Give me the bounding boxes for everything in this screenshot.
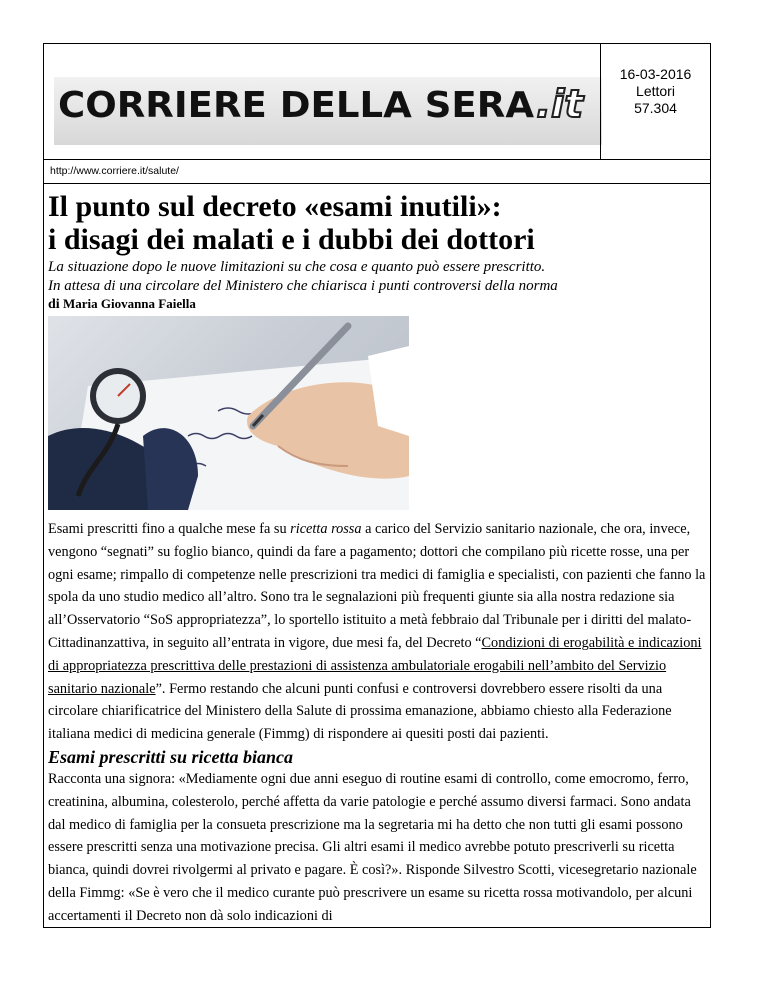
paragraph-1-text-a: Esami prescritti fino a qualche mese fa su xyxy=(48,521,291,537)
article-photo xyxy=(48,316,409,510)
source-url: http://www.corriere.it/salute/ xyxy=(44,159,710,184)
paragraph-1-text-b: a carico del Servizio sanitario nazionale, che ora, invece, vengono “segnati” su foglio bianco, quindi da fare a pagamento; dottori che compilano più ricette rosse, una per ogni esame; rimpallo di competenze nelle prescrizioni tra medici di famiglia e specialisti, con pazienti che fanno la spola da uno studio medico all’altro. Sono tra le segnalazioni più frequenti giunte sia alla nostra redazione sia all’Osservatorio “SoS appropriatezza”, lo sportello istituito a metà febbraio dal Tribunale per i diritti del malato-Cittadinanzattiva, in seguito all’entrata in vigore, due mesi fa, del Decreto “ xyxy=(48,521,706,651)
readers-label: Lettori xyxy=(636,83,675,99)
paragraph-2: Racconta una signora: «Mediamente ogni due anni eseguo di routine esami di controllo, come emocromo, ferro, creatinina, albumina, colesterolo, perché affetta da varie patologie e perché assumo diversi farmaci. Sono andata dal medico di famiglia per la consueta prescrizione ma la segretaria mi ha detto che non tutti gli esami possono essere prescritti senza una motivazione precisa. Gli altri esami il medico avrebbe potuto prescriverli su ricetta bianca, quindi dovrei rivolgermi al privato e pagare. È così?». Risponde Silvestro Scotti, vicesegretario nazionale della Fimmg: «Se è vero che il medico curante può prescrivere un esame su ricetta rossa motivandolo, per alcuni accertamenti il Decreto non dà solo indicazioni di xyxy=(48,770,697,924)
decree-link[interactable]: Condizioni di erogabilità e indicazioni di appropriatezza prescrittiva delle prestazioni di assistenza ambulatoriale erogabili nell’ambito del Servizio sanitario nazionale xyxy=(48,634,702,697)
subtitle-line-1: La situazione dopo le nuove limitazioni su che cosa e quanto può essere prescritto. xyxy=(48,259,546,275)
logo-text: CORRIERE DELLA SERA xyxy=(58,85,535,126)
ricetta-rossa-emphasis: ricetta rossa xyxy=(290,521,362,537)
paragraph-1 xyxy=(48,518,708,746)
subtitle-line-2: In attesa di una circolare del Ministero che chiarisca i punti controversi della norma xyxy=(48,278,558,294)
byline-prefix: di xyxy=(48,297,60,312)
page-frame xyxy=(43,43,711,928)
byline-author: Maria Giovanna Faiella xyxy=(62,296,196,311)
byline xyxy=(48,296,708,313)
paragraph-1-text-c: ”. Fermo restando che alcuni punti confusi e controversi dovrebbero essere risolti da una circolare chiarificatrice del Ministero della Salute di prossima emanazione, abbiamo chiesto alla Federazione italiana medici di medicina generale (Fimmg) di rispondere ai quesiti posti dai pazienti. xyxy=(48,680,672,743)
readers-count: 57.304 xyxy=(634,100,677,116)
section-heading: Esami prescritti su ricetta bianca xyxy=(48,746,294,767)
article-subtitle xyxy=(48,258,708,296)
article xyxy=(48,190,708,928)
title-line-2: i disagi dei malati e i dubbi dei dottori xyxy=(48,223,535,256)
newspaper-logo xyxy=(54,77,602,145)
title-line-1: Il punto sul decreto «esami inutili»: xyxy=(48,190,502,223)
publication-date: 16-03-2016 xyxy=(619,66,692,82)
publication-meta xyxy=(600,44,710,159)
logo-suffix: .it xyxy=(536,82,584,126)
doctor-writing-illustration xyxy=(48,316,409,510)
masthead xyxy=(44,44,710,160)
article-title xyxy=(48,190,708,256)
